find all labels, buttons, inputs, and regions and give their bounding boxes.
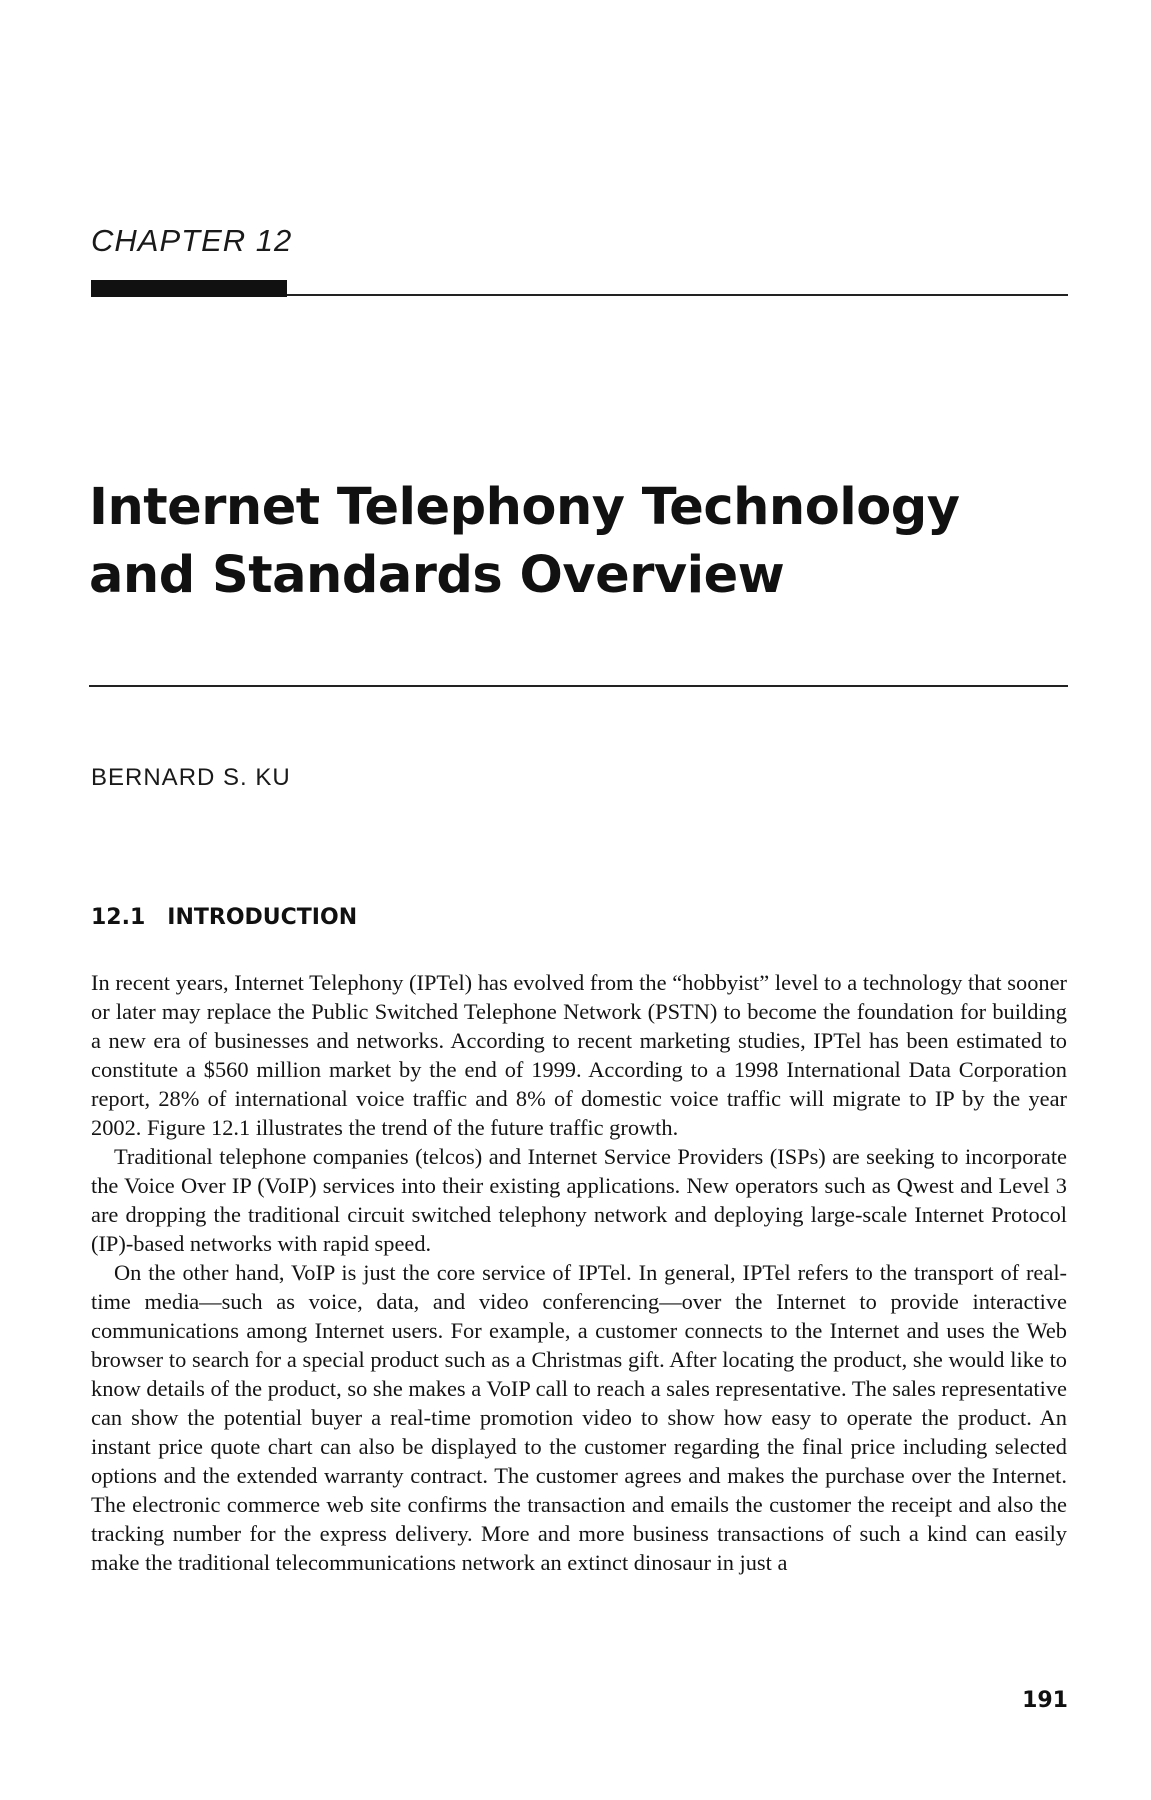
- section-heading: [91, 907, 357, 929]
- page-number: 191: [1022, 1688, 1068, 1713]
- paragraph: In recent years, Internet Telephony (IPTel) has evolved from the “hobbyist” level to a technology that sooner or later may replace the Public Switched Telephone Network (PSTN) to become the foundation for building a new era of businesses and networks. According to recent marketing studies, IPTel has been estimated to constitute a $560 million market by the end of 1999. According to a 1998 International Data Corporation report, 28% of international voice traffic and 8% of domestic voice traffic will migrate to IP by the year 2002. Figure 12.1 illustrates the trend of the future traffic growth.: [91, 970, 1067, 1140]
- body-text: [91, 968, 1067, 1577]
- chapter-bar: [91, 280, 287, 297]
- chapter-title-line-2: and Standards Overview: [89, 546, 785, 605]
- author-name: BERNARD S. KU: [91, 764, 291, 791]
- section-number: 12.1: [91, 905, 146, 930]
- paragraph: Traditional telephone companies (telcos) and Internet Service Providers (ISPs) are seeking to incorporate the Voice Over IP (VoIP) services into their existing applications. New operators such as Qwest and Level 3 are dropping the traditional circuit switched telephony network and deploying large-scale Internet Protocol (IP)-based networks with rapid speed.: [91, 1144, 1067, 1256]
- chapter-label: CHAPTER 12: [91, 223, 293, 258]
- chapter-title-line-1: Internet Telephony Technology: [89, 478, 960, 537]
- title-rule: [89, 685, 1068, 687]
- paragraph: On the other hand, VoIP is just the core service of IPTel. In general, IPTel refers to the transport of real-time media—such as voice, data, and video conferencing—over the Internet to provide interactive communications among Internet users. For example, a customer connects to the Internet and uses the Web browser to search for a special product such as a Christmas gift. After locating the product, she would like to know details of the product, so she makes a VoIP call to reach a sales representative. The sales representative can show the potential buyer a real-time promotion video to show how easy to operate the product. An instant price quote chart can also be displayed to the customer regarding the final price including selected options and the extended warranty contract. The customer agrees and makes the purchase over the Internet. The electronic commerce web site confirms the transaction and emails the customer the receipt and also the tracking number for the express delivery. More and more business transactions of such a kind can easily make the traditional telecommunications network an extinct dinosaur in just a: [91, 1260, 1067, 1575]
- chapter-title: [89, 474, 1069, 610]
- chapter-rule: [287, 294, 1068, 296]
- section-title: INTRODUCTION: [167, 905, 358, 930]
